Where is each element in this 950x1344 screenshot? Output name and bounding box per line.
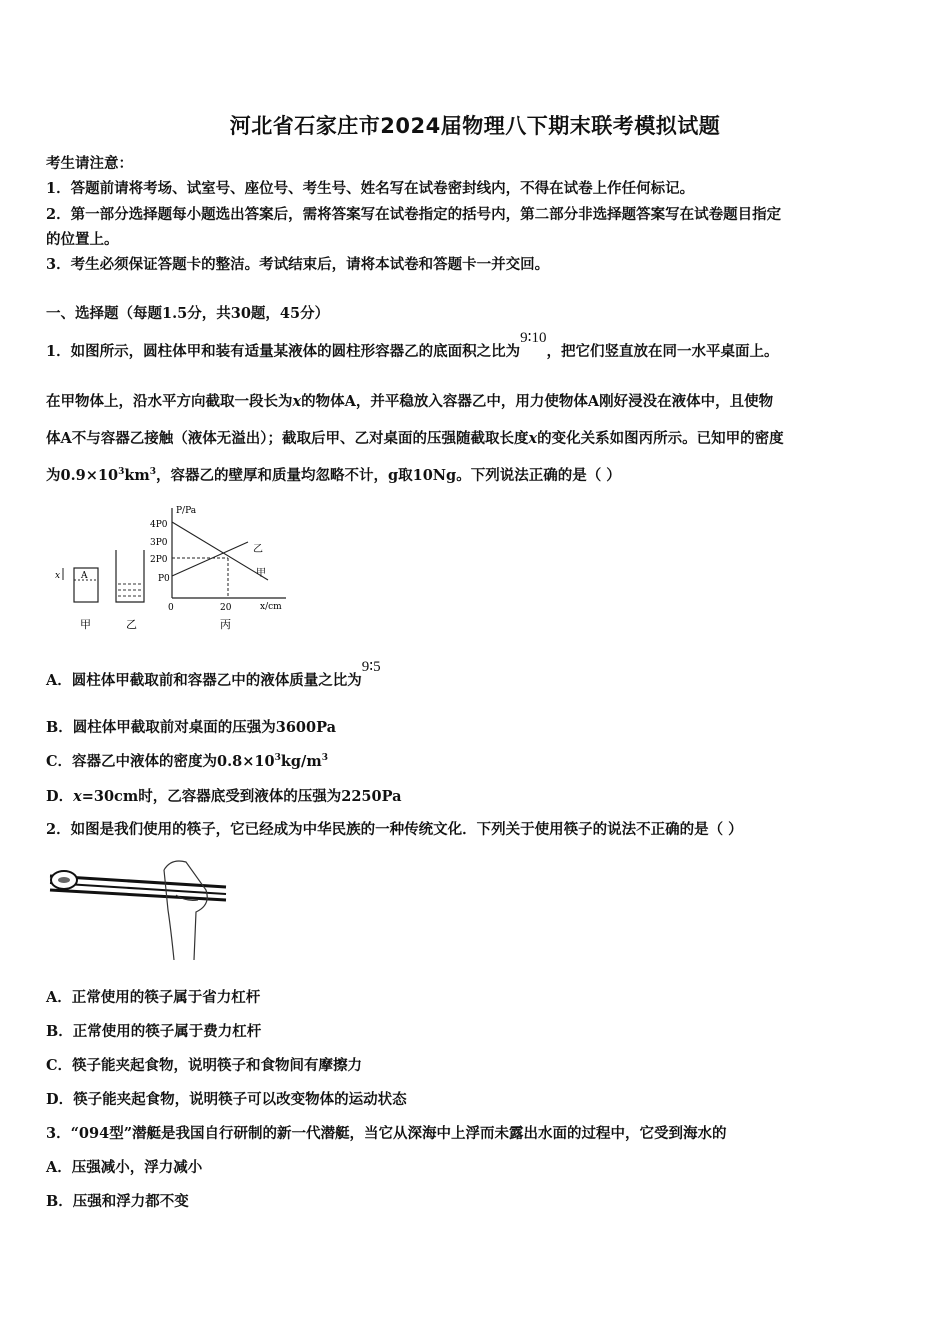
q2-option-d: D．筷子能夹起食物，说明筷子可以改变物体的运动状态 [46,1091,407,1108]
y-tick-p0: P0 [158,574,170,584]
page-title: 河北省石家庄市2024届物理八下期末联考模拟试题 [229,114,721,138]
container-yi [116,550,144,602]
y-tick-4p0: 4P0 [150,520,168,530]
line-jia-label: 甲 [256,568,266,579]
y-axis-label: P/Pa [176,506,197,516]
q1-line-4 [46,464,621,485]
q1-line-3a: 体A不与容器乙接触（液体无溢出）；截取后甲、乙对桌面的压强随截取长度 [46,430,529,447]
q1-line-1a: 1．如图所示，圆柱体甲和装有适量某液体的圆柱形容器乙的底面积之比为 [46,343,521,360]
x-tick-20: 20 [220,603,232,613]
notice-item-2a: 2．第一部分选择题每小题选出答案后，需将答案写在试卷指定的括号内，第二部分非选择题答案写在试卷题目指定 [46,206,782,223]
food-mark [58,877,70,883]
q1-line-3b: 的变化关系如图丙所示。已知甲的密度 [537,430,784,447]
q1-exp-1: 3 [118,467,125,478]
q2-option-b: B．正常使用的筷子属于费力杠杆 [46,1023,262,1040]
caption-yi: 乙 [126,618,137,631]
q1-option-d-b: =30cm时，乙容器底受到液体的压强为2250Pa [81,788,402,805]
q1-var-x-2: x [528,430,538,447]
q1-option-c-exp: 3 [274,753,281,764]
q1-line-2 [46,390,773,411]
q1-option-a-ratio: 9∶5 [361,659,381,675]
q2-option-c: C．筷子能夹起食物，说明筷子和食物间有摩擦力 [46,1057,363,1074]
line-yi [172,542,248,576]
y-tick-3p0: 3P0 [150,538,168,548]
q1-line-4b: km [124,467,150,484]
q2-option-a: A．正常使用的筷子属于省力杠杆 [46,989,261,1006]
block-x-label: x [55,571,61,581]
notice-item-3: 3．考生必须保证答题卡的整洁。考试结束后，请将本试卷和答题卡一并交回。 [46,256,550,273]
q1-exp-2: 3 [149,467,156,478]
q1-option-c-b: kg/m [280,753,322,770]
q1-figure [48,500,298,635]
q1-option-c [46,750,328,771]
q1-option-a-text: A．圆柱体甲截取前和容器乙中的液体质量之比为 [46,672,362,689]
q1-option-c-exp2: 3 [321,753,328,764]
q1-option-a [46,659,381,690]
q1-var-x: x [292,393,302,410]
q1-option-d [46,785,402,806]
q3-option-a: A．压强减小，浮力减小 [46,1159,203,1176]
caption-bing: 丙 [220,618,231,631]
q1-option-c-a: C．容器乙中液体的密度为0.8×10 [46,753,275,770]
q1-option-d-a: D． [46,788,74,805]
notice-item-2b: 的位置上。 [46,231,119,248]
q1-line-4c: ，容器乙的壁厚和质量均忽略不计，g取10Ng。下列说法正确的是（ ） [155,467,621,484]
x-origin-label: 0 [168,603,174,613]
notice-item-1: 1．答题前请将考场、试室号、座位号、考生号、姓名写在试卷密封线内，不得在试卷上作任何标记。 [46,180,695,197]
section-heading: 一、选择题（每题1.5分，共30题，45分） [46,305,330,322]
x-axis-label: x/cm [260,602,282,612]
q1-ratio: 9∶10 [520,330,547,346]
notice-heading: 考生请注意： [46,155,133,172]
y-tick-2p0: 2P0 [150,555,168,565]
q3-stem: 3．“094型”潜艇是我国自行研制的新一代潜艇，当它从深海中上浮而未露出水面的过程中，它受到海水的 [46,1125,727,1142]
block-a-label: A [81,571,88,581]
chopsticks-figure [46,850,231,965]
q1-line-1b: ，把它们竖直放在同一水平桌面上。 [546,343,779,360]
line-yi-label: 乙 [253,544,263,555]
q1-line-4a: 为0.9×10 [46,467,119,484]
q1-option-d-x: x [73,788,82,805]
q1-option-b: B．圆柱体甲截取前对桌面的压强为3600Pa [46,719,337,736]
q1-line-2b: 的物体A，并平稳放入容器乙中，用力使物体A刚好浸没在液体中，且使物 [301,393,774,410]
hand-outline-1 [164,861,207,960]
q1-line-2a: 在甲物体上，沿水平方向截取一段长为 [46,393,293,410]
q1-line-1 [46,330,779,361]
q1-line-3 [46,427,784,448]
caption-jia: 甲 [80,618,91,631]
q2-stem: 2．如图是我们使用的筷子，它已经成为中华民族的一种传统文化．下列关于使用筷子的说法不正确的是（ ） [46,821,743,838]
q3-option-b: B．压强和浮力都不变 [46,1193,189,1210]
